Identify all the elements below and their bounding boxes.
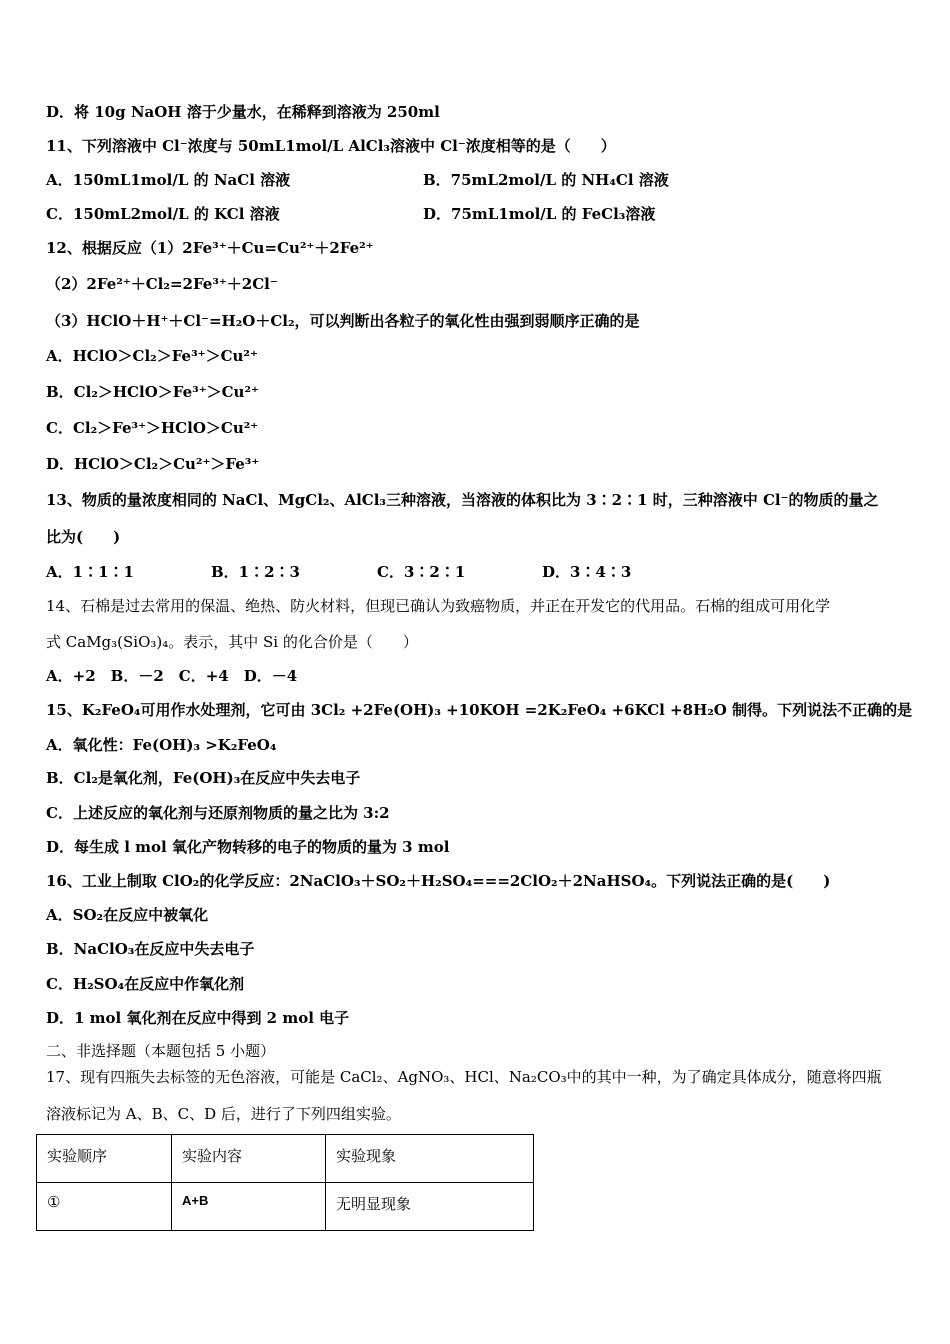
question-14-line2: 式 CaMg₃(SiO₃)₄。表示，其中 Si 的化合价是（ ） bbox=[46, 633, 418, 651]
question-12: 12、根据反应（1）2Fe³⁺＋Cu=Cu²⁺＋2Fe²⁺ bbox=[46, 239, 374, 257]
question-13-line2: 比为( ) bbox=[46, 528, 121, 546]
q11-options-row1 bbox=[46, 170, 910, 190]
q12-option-a: A．HClO＞Cl₂＞Fe³⁺＞Cu²⁺ bbox=[46, 347, 258, 365]
q16-option-d: D．1 mol 氧化剂在反应中得到 2 mol 电子 bbox=[46, 1009, 350, 1027]
q16-option-c: C．H₂SO₄在反应中作氧化剂 bbox=[46, 975, 245, 993]
q16-option-b: B．NaClO₃在反应中失去电子 bbox=[46, 940, 255, 958]
section-2-heading: 二、非选择题（本题包括 5 小题） bbox=[46, 1042, 276, 1060]
question-17-line1: 17、现有四瓶失去标签的无色溶液，可能是 CaCl₂、AgNO₃、HCl、Na₂CO₃中的其中一种，为了确定具体成分，随意将四瓶 bbox=[46, 1068, 882, 1086]
question-17-line2: 溶液标记为 A、B、C、D 后，进行了下列四组实验。 bbox=[46, 1105, 401, 1123]
q13-option-a: A．1∶1∶1 bbox=[46, 563, 134, 581]
cell-content: A+B bbox=[172, 1183, 326, 1231]
q11-option-a: A．150mL1mol/L 的 NaCl 溶液 bbox=[46, 171, 291, 189]
question-13-line1: 13、物质的量浓度相同的 NaCl、MgCl₂、AlCl₃三种溶液，当溶液的体积比为 3∶2∶1 时，三种溶液中 Cl⁻的物质的量之 bbox=[46, 491, 879, 509]
q11-option-c: C．150mL2mol/L 的 KCl 溶液 bbox=[46, 205, 280, 223]
q10-option-d: D．将 10g NaOH 溶于少量水，在稀释到溶液为 250ml bbox=[46, 103, 440, 121]
q11-options-row2 bbox=[46, 204, 910, 224]
q12-option-b: B．Cl₂＞HClO＞Fe³⁺＞Cu²⁺ bbox=[46, 383, 259, 401]
cell-phenomenon: 无明显现象 bbox=[326, 1183, 534, 1231]
q12-reaction-3: （3）HClO＋H⁺＋Cl⁻=H₂O＋Cl₂，可以判断出各粒子的氧化性由强到弱顺序正确的是 bbox=[46, 312, 640, 330]
header-content: 实验内容 bbox=[172, 1135, 326, 1183]
cell-order: ① bbox=[37, 1183, 172, 1231]
question-11: 11、下列溶液中 Cl⁻浓度与 50mL1mol/L AlCl₃溶液中 Cl⁻浓度相等的是（ ） bbox=[46, 137, 616, 155]
header-order: 实验顺序 bbox=[37, 1135, 172, 1183]
header-phenomenon: 实验现象 bbox=[326, 1135, 534, 1183]
q12-option-c: C．Cl₂＞Fe³⁺＞HClO＞Cu²⁺ bbox=[46, 419, 259, 437]
q16-option-a: A．SO₂在反应中被氧化 bbox=[46, 906, 209, 924]
question-14-line1: 14、石棉是过去常用的保温、绝热、防火材料，但现已确认为致癌物质，并正在开发它的代用品。石棉的组成可用化学 bbox=[46, 597, 831, 615]
q11-option-d: D．75mL1mol/L 的 FeCl₃溶液 bbox=[423, 205, 656, 223]
q15-option-a: A．氧化性：Fe(OH)₃ >K₂FeO₄ bbox=[46, 736, 277, 754]
q15-option-b: B．Cl₂是氧化剂，Fe(OH)₃在反应中失去电子 bbox=[46, 769, 361, 787]
q12-option-d: D．HClO＞Cl₂＞Cu²⁺＞Fe³⁺ bbox=[46, 455, 260, 473]
question-16: 16、工业上制取 ClO₂的化学反应：2NaClO₃＋SO₂＋H₂SO₄===2ClO₂＋2NaHSO₄。下列说法正确的是( ) bbox=[46, 872, 831, 890]
q12-reaction-2: （2）2Fe²⁺＋Cl₂=2Fe³⁺＋2Cl⁻ bbox=[46, 275, 278, 293]
experiment-table bbox=[36, 1134, 534, 1231]
q14-options: A．+2 B．－2 C．+4 D．－4 bbox=[46, 667, 298, 685]
question-15: 15、K₂FeO₄可用作水处理剂，它可由 3Cl₂ +2Fe(OH)₃ +10KOH =2K₂FeO₄ +6KCl +8H₂O 制得。下列说法不正确的是 bbox=[46, 701, 913, 719]
table-header-row bbox=[37, 1135, 534, 1183]
q13-option-c: C．3∶2∶1 bbox=[377, 563, 466, 581]
q13-option-b: B．1∶2∶3 bbox=[211, 563, 300, 581]
q15-option-c: C．上述反应的氧化剂与还原剂物质的量之比为 3:2 bbox=[46, 804, 390, 822]
q15-option-d: D．每生成 l mol 氧化产物转移的电子的物质的量为 3 mol bbox=[46, 838, 450, 856]
q13-option-d: D．3∶4∶3 bbox=[542, 563, 632, 581]
table-row bbox=[37, 1183, 534, 1231]
q11-option-b: B．75mL2mol/L 的 NH₄Cl 溶液 bbox=[423, 171, 669, 189]
